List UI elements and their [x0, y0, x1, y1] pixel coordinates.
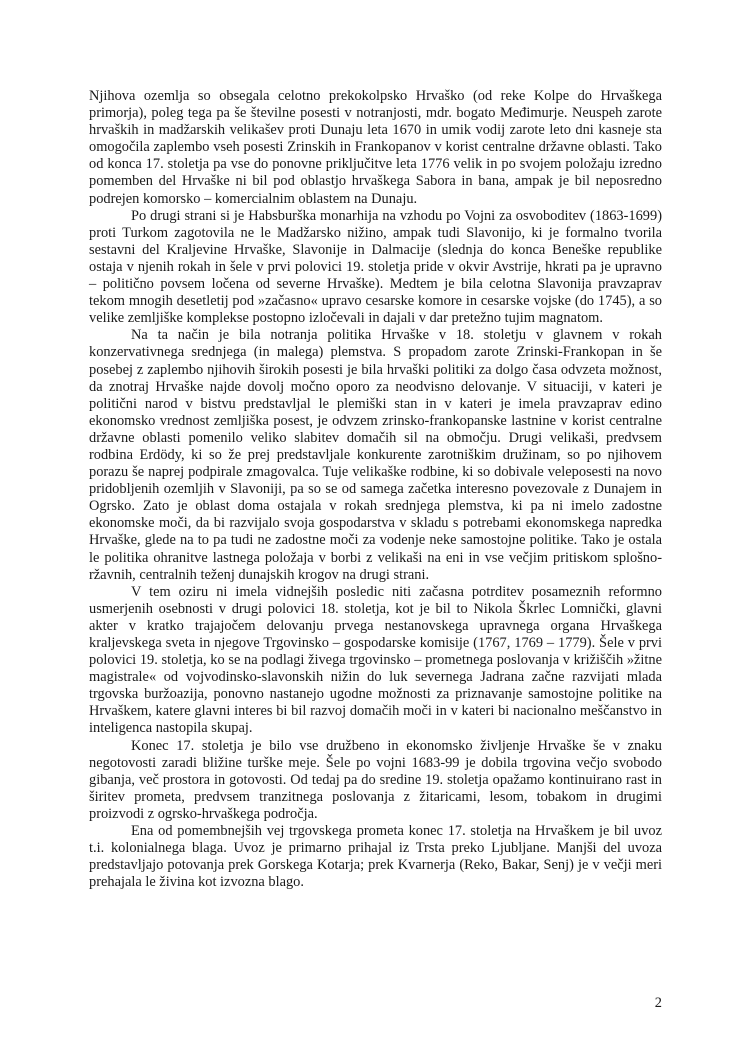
paragraph-1: Njihova ozemlja so obsegala celotno prekokolpsko Hrvaško (od reke Kolpe do Hrvaškega primorja), poleg tega pa še številne posesti v notranjosti, mdr. bogato Međimurje. Neuspeh zarote hrvaških in madžarskih velikašev proti Dunaju leta 1670 in umik vodij zarote leto dni kasneje sta omogočila zaplembo vseh posesti Zrinskih in Frankopanov v korist centralne državne oblasti. Tako od konca 17. stoletja pa vse do ponovne priključitve leta 1776 velik in po svojem položaju izredno pomemben del Hrvaške ni bil pod oblastjo hrvaškega Sabora in bana, ampak je bil neposredno podrejen komorsko – komercialnim oblastem na Dunaju. — [89, 88, 662, 207]
document-body — [89, 88, 662, 891]
paragraph-6: Ena od pomembnejših vej trgovskega prometa konec 17. stoletja na Hrvaškem je bil uvoz t.i. kolonialnega blaga. Uvoz je primarno prihajal iz Trsta preko Ljubljane. Manjši del uvoza predstavljajo potovanja prek Gorskega Kotarja; prek Kvarnerja (Reko, Bakar, Senj) je v večji meri prehajala le živina kot izvozna blago. — [89, 823, 662, 891]
paragraph-4: V tem oziru ni imela vidnejših posledic niti začasna potrditev posameznih reformno usmerjenih osebnosti v drugi polovici 18. stoletja, kot je bil to Nikola Škrlec Lomnički, glavni akter v kratko trajajočem delovanju prvega nestanovskega upravnega organa Hrvaškega kraljevskega sveta in njegove Trgovinsko – gospodarske komisije (1767, 1769 – 1779). Šele v prvi polovici 19. stoletja, ko se na podlagi živega trgovinsko – prometnega poslovanja v križiščih »žitne magistrale« od vojvodinsko-slavonskih nižin do luk severnega Jadrana začne razvijati mlada trgovska buržoazija, ponovno nastanejo ugodne možnosti za priznavanje samostojne politike na Hrvaškem, katere glavni interes bi bil razvoj domačih moči in v kateri bi nacionalno meščanstvo in inteligenca nastopila skupaj. — [89, 583, 662, 737]
paragraph-5: Konec 17. stoletja je bilo vse družbeno in ekonomsko življenje Hrvaške še v znaku negotovosti zaradi bližine turške meje. Šele po vojni 1683-99 je dobila trgovina večjo svobodo gibanja, več prostora in gotovosti. Od tedaj pa do sredine 19. stoletja opažamo kontinuirano rast in širitev prometa, predvsem tranzitnega poslovanja z žitaricami, lesom, tobakom in drugimi proizvodi z ogrsko-hrvaškega področja. — [89, 737, 662, 822]
paragraph-3: Na ta način je bila notranja politika Hrvaške v 18. stoletju v glavnem v rokah konzervativnega srednjega (in malega) plemstva. S propadom zarote Zrinski-Frankopan in še posebej z zaplembo njihovih širokih posesti je bila hrvaški politiki za dolgo časa odvzeta možnost, da znotraj Hrvaške najde dovolj močno oporo za neodvisno delovanje. V situaciji, v kateri je politični narod v bistvu predstavljal le plemiški stan in v kateri je imela pravzaprav edino ekonomsko vrednost zemljiška posest, je odvzem zrinsko-frankopanske lastnine v korist centralne državne oblasti pomenilo veliko slabitev domačih sil na območju. Drugi velikaši, predvsem rodbina Erdödy, ki so že prej predstavljale konkurente zarotniškim družinam, so po njihovem porazu še naprej podpirale zmagovalca. Tuje velikaške rodbine, ki so dobivale veleposesti na novo pridobljenih ozemljih v Slavoniji, pa so se od samega začetka interesno povezovale z Dunajem in Ogrsko. Zato je oblast doma ostajala v rokah srednjega plemstva, ki pa ni imelo zadostne ekonomske moči, da bi razvijalo svoja gospodarstva v skladu s potrebami ekonomskega napredka Hrvaške, glede na to pa tudi ne zadostne moči za vodenje neke samostojne politike. Tako je ostala le politika ohranitve lastnega položaja v borbi z velikaši na eni in vse večjim pritiskom splošno-ržavnih, centralnih teženj dunajskih krogov na drugi strani. — [89, 327, 662, 583]
paragraph-2: Po drugi strani si je Habsburška monarhija na vzhodu po Vojni za osvoboditev (1863-1699) proti Turkom zagotovila ne le Madžarsko nižino, ampak tudi Slavonijo, ki je formalno tvorila sestavni del Kraljevine Hrvaške, Slavonije in Dalmacije (slednja do konca Beneške republike ostaja v njenih rokah in šele v prvi polovici 19. stoletja pride v okvir Avstrije, hkrati pa je upravno – politično povsem ločena od severne Hrvaške). Medtem je bila celotna Slavonija pravzaprav tekom mnogih desetletij pod »začasno« upravo cesarske komore in cesarske vojske (do 1745), a so velike zemljiške komplekse postopno izločevali in dajali v dar pretežno tujim magnatom. — [89, 207, 662, 327]
page-number: 2 — [654, 995, 662, 1011]
